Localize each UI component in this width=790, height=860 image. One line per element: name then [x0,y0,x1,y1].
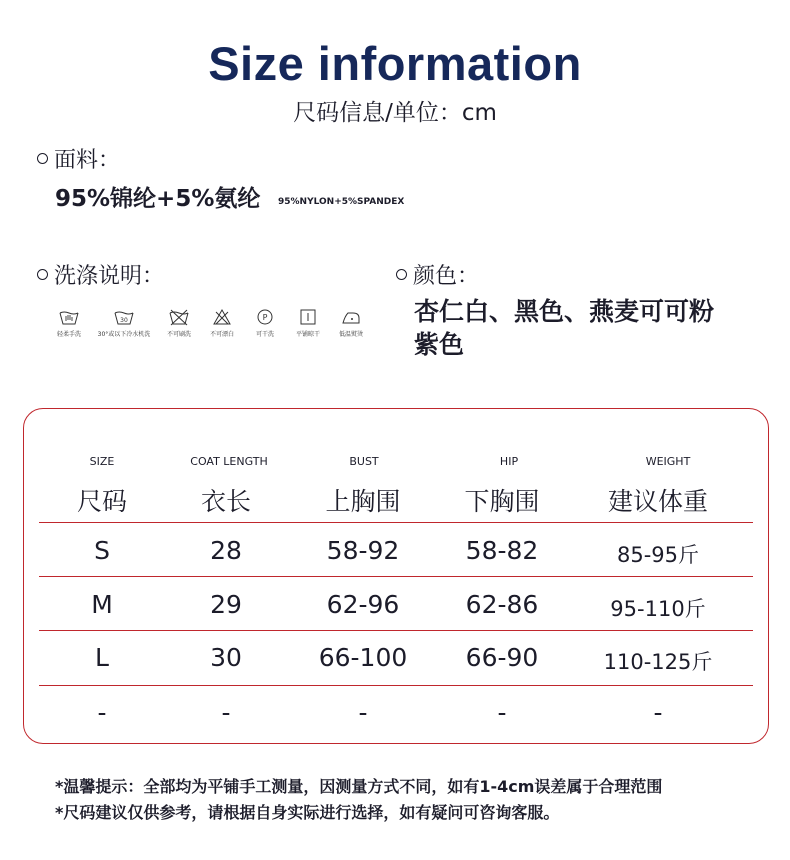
header-cn-hip: 下胸围 [464,487,540,516]
care-item: 不可刷洗 [160,308,198,338]
hand-wash-icon [58,308,80,326]
table-cell: 58-92 [326,536,400,565]
table-cell: 62-86 [465,590,539,619]
machine-wash-30-icon [113,308,135,326]
care-item: 平铺晾干 [289,308,327,338]
no-brush-icon [168,308,190,326]
colors-label: 颜色： [413,264,480,289]
care-item: 低温熨烫 [332,308,370,338]
low-iron-icon [340,308,362,326]
table-cell: - [653,698,663,727]
table-cell: 110-125斤 [603,650,713,674]
table-cell: 58-82 [465,536,539,565]
row-divider [39,576,753,577]
fabric-composition-cn: 95%锦纶+5%氨纶 [55,186,261,212]
header-cn-weight: 建议体重 [607,487,708,516]
dry-clean-icon [254,308,276,326]
table-cell: - [497,698,507,727]
care-item: 不可漂白 [203,308,241,338]
flat-dry-icon [297,308,319,326]
bullet-circle-icon [396,269,407,280]
header-en-size: SIZE [89,455,115,468]
fabric-heading [37,143,120,174]
page-title: Size information [208,37,582,90]
table-cell: 29 [210,590,242,619]
note-size-advice: *尺码建议仅供参考，请根据自身实际进行选择，如有疑问可咨询客服。 [55,803,560,822]
header-cn-size: 尺码 [76,487,127,516]
row-divider [39,630,753,631]
fabric-label: 面料： [54,148,121,173]
colors-heading [396,259,479,290]
table-cell: M [91,590,113,619]
row-divider [39,522,753,523]
page-subtitle: 尺码信息/单位：cm [293,100,497,126]
table-cell: 66-100 [318,643,408,672]
table-cell: 95-110斤 [610,597,706,621]
header-cn-bust: 上胸围 [325,487,401,516]
bullet-circle-icon [37,269,48,280]
fabric-composition-en: 95%NYLON+5%SPANDEX [278,197,405,207]
bullet-circle-icon [37,153,48,164]
care-label: 洗涤说明： [54,264,165,289]
table-cell: - [97,698,107,727]
header-en-hip: HIP [499,455,519,468]
table-cell: 66-90 [465,643,539,672]
header-en-weight: WEIGHT [645,455,691,468]
table-cell: 62-96 [326,590,400,619]
care-item: 轻柔手洗 [50,308,88,338]
svg-text:30: 30 [120,317,128,324]
table-cell: 28 [210,536,242,565]
care-item: P 可干洗 [246,308,284,338]
note-measurement: *温馨提示：全部均为平铺手工测量，因测量方式不同，如有1-4cm误差属于合理范围 [55,777,663,796]
row-divider [39,685,753,686]
header-cn-coat-length: 衣长 [200,487,251,516]
care-heading [37,259,164,290]
table-cell: 85-95斤 [616,543,700,567]
table-cell: S [94,536,110,565]
header-en-bust: BUST [349,455,379,468]
table-cell: - [221,698,231,727]
care-item: 30 30°或以下冷水机洗 [93,308,155,338]
table-cell: 30 [210,643,242,672]
colors-value: 杏仁白、黑色、燕麦可可粉紫色 [414,297,715,359]
table-cell: L [95,643,109,672]
table-cell: - [358,698,368,727]
header-en-coat-length: COAT LENGTH [190,455,268,468]
care-icons-row [50,308,370,338]
svg-text:P: P [262,313,268,322]
no-bleach-icon [211,308,233,326]
